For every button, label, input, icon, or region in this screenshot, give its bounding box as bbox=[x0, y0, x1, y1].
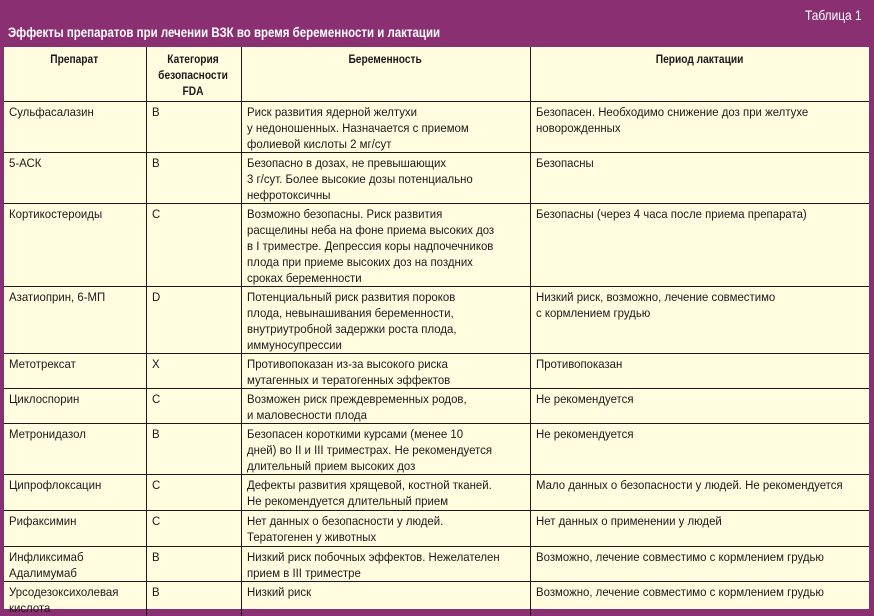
cell-lactation bbox=[530, 388, 869, 423]
cell-pregnancy bbox=[241, 353, 530, 388]
column-header-label: Категория безопасности FDA bbox=[158, 52, 228, 98]
cell-pregnancy bbox=[241, 510, 530, 546]
table-row bbox=[4, 423, 869, 474]
cell-lactation bbox=[530, 510, 869, 546]
cell-drug-text: Инфликсимаб Адалимумаб bbox=[9, 549, 84, 580]
table-row bbox=[4, 474, 869, 510]
cell-drug-text: Кортикостероиды bbox=[9, 206, 103, 221]
cell-pregnancy bbox=[241, 152, 530, 203]
table-row bbox=[4, 388, 869, 423]
cell-pregnancy bbox=[241, 474, 530, 510]
cell-fda-category bbox=[146, 101, 241, 152]
cell-fda-category bbox=[146, 474, 241, 510]
cell-drug bbox=[4, 546, 146, 581]
cell-fda-category bbox=[146, 353, 241, 388]
cell-pregnancy-text: Безопасен короткими курсами (менее 10 дней) во II и III триместрах. Не рекомендуется длительный прием высоких доз bbox=[246, 426, 492, 473]
cell-drug bbox=[4, 388, 146, 423]
header-row bbox=[4, 47, 869, 101]
cell-drug-text: Сульфасалазин bbox=[9, 104, 94, 119]
cell-drug bbox=[4, 101, 146, 152]
cell-drug bbox=[4, 581, 146, 616]
cell-drug bbox=[4, 353, 146, 388]
cell-lactation-text: Мало данных о безопасности у людей. Не рекомендуется bbox=[535, 477, 843, 492]
cell-pregnancy-text: Риск развития ядерной желтухи у недоношенных. Назначается с приемом фолиевой кислоты 2 мг/сут bbox=[246, 104, 469, 151]
cell-fda-category bbox=[146, 152, 241, 203]
cell-pregnancy bbox=[241, 581, 530, 616]
cell-drug bbox=[4, 152, 146, 203]
cell-pregnancy-text: Безопасно в дозах, не превышающих 3 г/сут. Более высокие дозы потенциально нефротоксичны bbox=[246, 155, 473, 202]
cell-lactation bbox=[530, 152, 869, 203]
cell-lactation bbox=[530, 101, 869, 152]
cell-fda-category bbox=[146, 388, 241, 423]
cell-drug-text: Азатиоприн, 6-МП bbox=[9, 289, 106, 304]
cell-lactation-text: Возможно, лечение совместимо с кормлением грудью bbox=[535, 584, 824, 599]
cell-fda-category bbox=[146, 423, 241, 474]
cell-lactation-text: Безопасны bbox=[535, 155, 594, 170]
cell-drug bbox=[4, 474, 146, 510]
cell-fda-category-text: B bbox=[151, 104, 160, 119]
cell-fda-category-text: C bbox=[151, 477, 160, 492]
cell-fda-category bbox=[146, 546, 241, 581]
cell-fda-category bbox=[146, 203, 241, 286]
cell-fda-category-text: X bbox=[151, 356, 160, 371]
cell-lactation bbox=[530, 353, 869, 388]
cell-lactation-text: Не рекомендуется bbox=[535, 391, 634, 406]
column-header-pregnancy bbox=[241, 47, 530, 101]
table-number: Таблица 1 bbox=[805, 7, 862, 23]
cell-fda-category-text: B bbox=[151, 155, 160, 170]
table-row bbox=[4, 286, 869, 353]
cell-drug bbox=[4, 203, 146, 286]
table-row bbox=[4, 510, 869, 546]
column-header-lactation bbox=[530, 47, 869, 101]
drug-effects-table bbox=[4, 47, 869, 616]
cell-pregnancy-text: Противопоказан из-за высокого риска мутагенных и тератогенных эффектов bbox=[246, 356, 450, 387]
table-row bbox=[4, 353, 869, 388]
table-title: Эффекты препаратов при лечении ВЗК во время беременности и лактации bbox=[8, 24, 441, 40]
cell-pregnancy-text: Нет данных о безопасности у людей. Тератогенен у животных bbox=[246, 513, 443, 544]
cell-lactation bbox=[530, 581, 869, 616]
column-header-label: Беременность bbox=[348, 52, 422, 66]
cell-fda-category-text: C bbox=[151, 513, 160, 528]
cell-drug-text: Урсодезоксихолевая кислота bbox=[9, 584, 119, 615]
cell-fda-category-text: C bbox=[151, 391, 160, 406]
cell-lactation-text: Не рекомендуется bbox=[535, 426, 634, 441]
cell-drug bbox=[4, 510, 146, 546]
cell-drug-text: Циклоспорин bbox=[9, 391, 80, 406]
table-row bbox=[4, 101, 869, 152]
cell-pregnancy-text: Потенциальный риск развития пороков плода, невынашивания беременности, внутриутробной задержки роста плода, иммуносупрессии bbox=[246, 289, 457, 352]
cell-lactation-text: Возможно, лечение совместимо с кормлением грудью bbox=[535, 549, 824, 564]
cell-fda-category-text: B bbox=[151, 426, 160, 441]
cell-fda-category-text: D bbox=[151, 289, 160, 304]
cell-fda-category-text: B bbox=[151, 549, 160, 564]
cell-lactation bbox=[530, 546, 869, 581]
column-header-label: Препарат bbox=[50, 52, 99, 66]
table-row bbox=[4, 203, 869, 286]
cell-lactation bbox=[530, 474, 869, 510]
cell-lactation bbox=[530, 286, 869, 353]
cell-pregnancy-text: Низкий риск побочных эффектов. Нежелателен прием в III триместре bbox=[246, 549, 500, 580]
cell-pregnancy bbox=[241, 546, 530, 581]
cell-lactation-text: Низкий риск, возможно, лечение совместимо с кормлением грудью bbox=[535, 289, 775, 320]
cell-lactation bbox=[530, 423, 869, 474]
cell-lactation bbox=[530, 203, 869, 286]
cell-pregnancy bbox=[241, 423, 530, 474]
cell-lactation-text: Безопасен. Необходимо снижение доз при желтухе новорожденных bbox=[535, 104, 808, 135]
table-row bbox=[4, 152, 869, 203]
cell-drug bbox=[4, 423, 146, 474]
table-container bbox=[4, 47, 869, 615]
cell-drug-text: Метронидазол bbox=[9, 426, 86, 441]
column-header-label: Период лактации bbox=[655, 52, 744, 66]
table-row bbox=[4, 581, 869, 616]
cell-drug-text: Метотрексат bbox=[9, 356, 76, 371]
cell-pregnancy bbox=[241, 388, 530, 423]
cell-fda-category-text: C bbox=[151, 206, 160, 221]
cell-pregnancy-text: Возможен риск преждевременных родов, и маловесности плода bbox=[246, 391, 467, 422]
cell-pregnancy-text: Низкий риск bbox=[246, 584, 311, 599]
column-header-drug bbox=[4, 47, 146, 101]
cell-fda-category bbox=[146, 510, 241, 546]
cell-fda-category bbox=[146, 581, 241, 616]
cell-drug-text: Ципрофлоксацин bbox=[9, 477, 102, 492]
cell-fda-category bbox=[146, 286, 241, 353]
cell-lactation-text: Безопасны (через 4 часа после приема препарата) bbox=[535, 206, 807, 221]
cell-pregnancy bbox=[241, 286, 530, 353]
cell-pregnancy bbox=[241, 203, 530, 286]
cell-pregnancy-text: Возможно безопасны. Риск развития расщелины неба на фоне приема высоких доз в I триместре. Депрессия коры надпочечников плода при приеме высоких доз на поздних сроках беременности bbox=[246, 206, 494, 285]
cell-pregnancy bbox=[241, 101, 530, 152]
cell-drug bbox=[4, 286, 146, 353]
cell-drug-text: Рифаксимин bbox=[9, 513, 77, 528]
cell-lactation-text: Нет данных о применении у людей bbox=[535, 513, 722, 528]
cell-lactation-text: Противопоказан bbox=[535, 356, 622, 371]
cell-drug-text: 5-АСК bbox=[9, 155, 42, 170]
cell-fda-category-text: B bbox=[151, 584, 160, 599]
cell-pregnancy-text: Дефекты развития хрящевой, костной тканей. Не рекомендуется длительный прием bbox=[246, 477, 492, 508]
table-row bbox=[4, 546, 869, 581]
column-header-fda-category bbox=[146, 47, 241, 101]
